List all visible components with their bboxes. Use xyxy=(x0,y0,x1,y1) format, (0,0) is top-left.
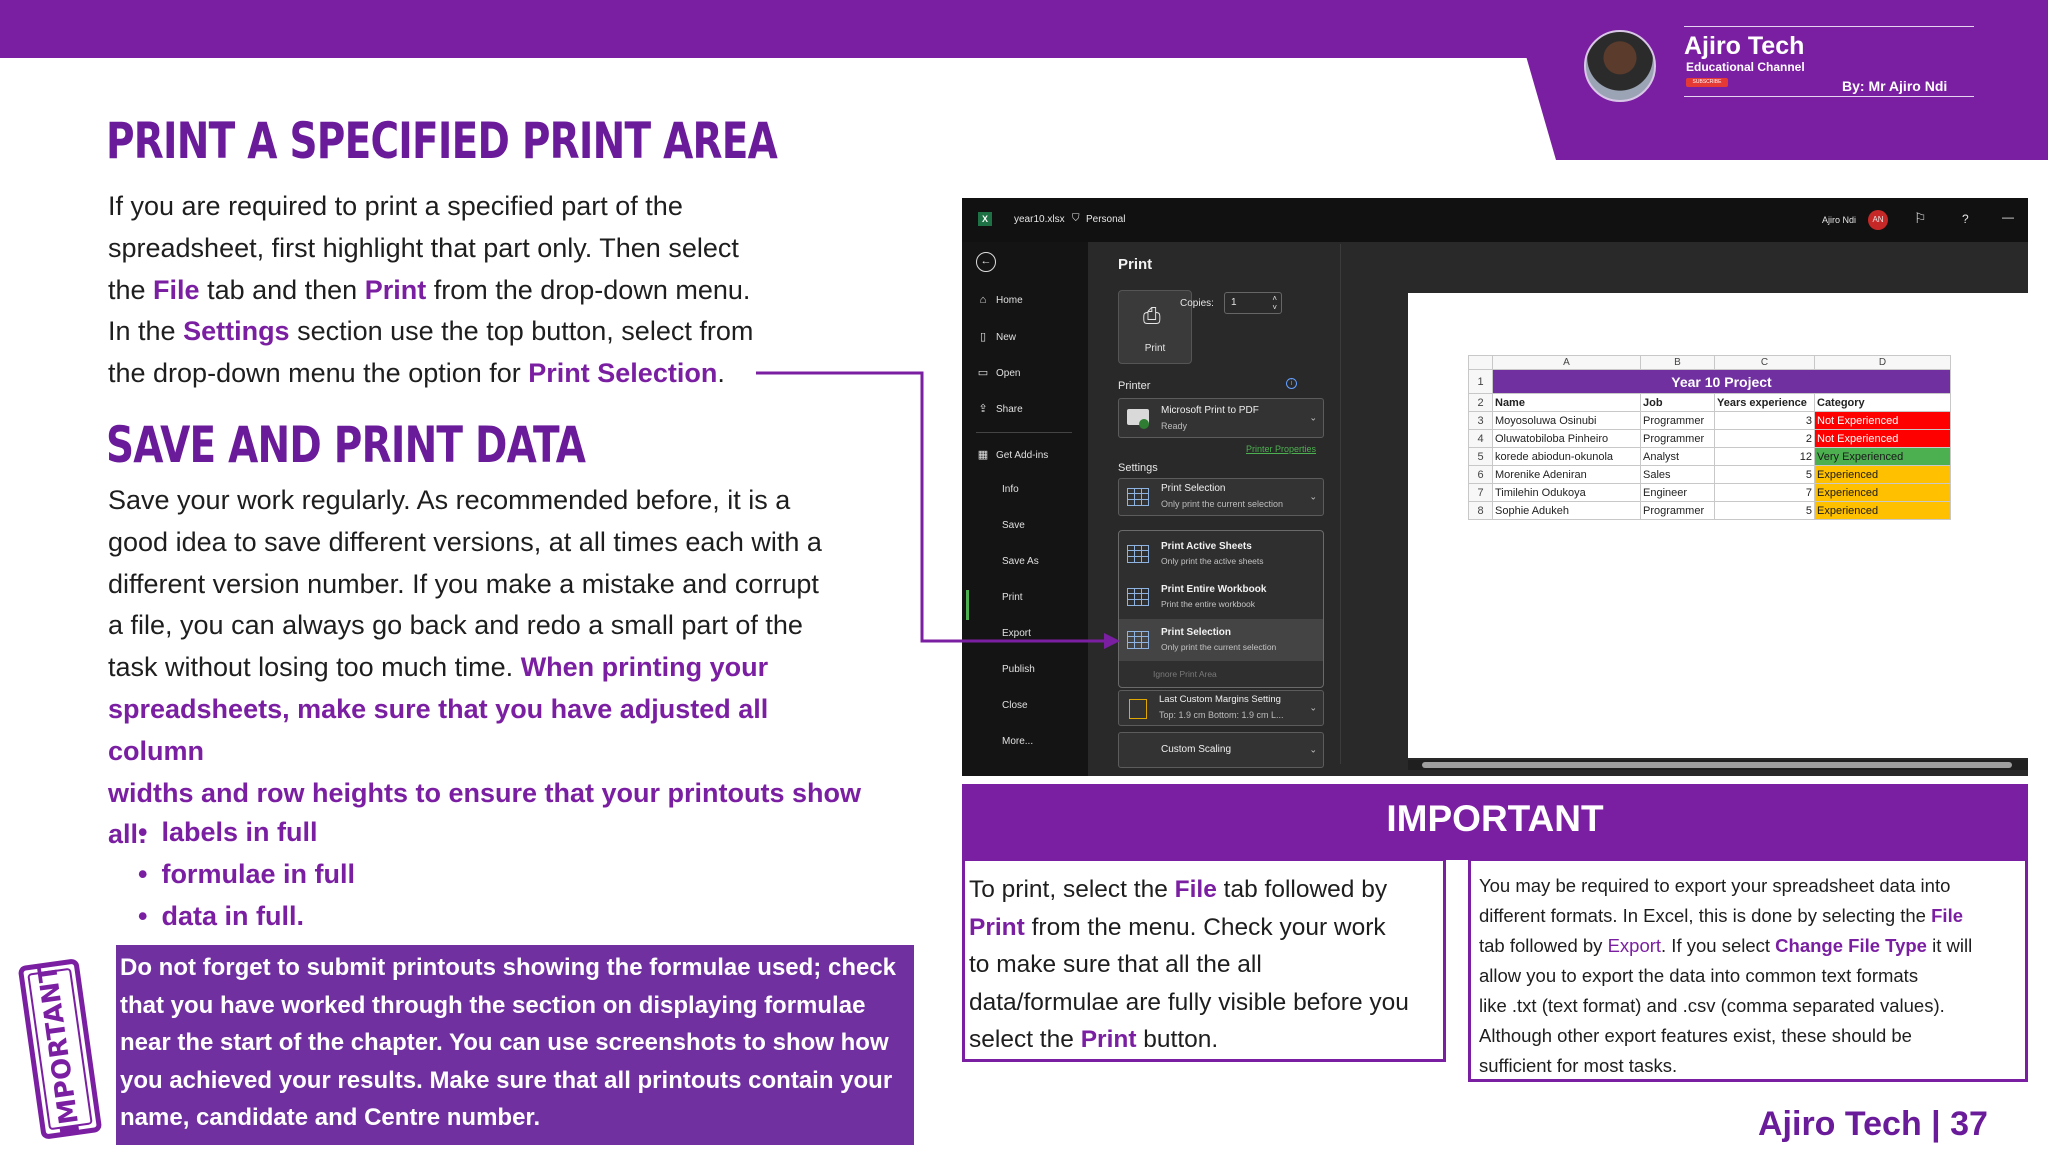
share-icon: ⇪ xyxy=(978,403,988,415)
highlight-print: Print xyxy=(1080,1026,1137,1053)
text-line: name, candidate and Centre number. xyxy=(120,1104,541,1131)
setting-title: Print Selection xyxy=(1161,483,1226,494)
table-row xyxy=(1469,394,1951,412)
text-line xyxy=(1479,901,2017,931)
text-line: a file, you can always go back and redo a small part of the xyxy=(108,610,803,641)
text-line: like .txt (text format) and .csv (comma separated values). xyxy=(1479,995,1945,1016)
presenter-avatar xyxy=(1584,30,1656,102)
page-footer: Ajiro Tech | 37 xyxy=(1758,1105,1988,1143)
text-line xyxy=(1479,931,2017,961)
row-header: 5 xyxy=(1469,448,1493,466)
name-cell: Moyosoluwa Osinubi xyxy=(1493,412,1641,430)
nav-item-save-as[interactable]: Save As xyxy=(1002,556,1039,567)
text-line: allow you to export the data into common text formats xyxy=(1479,965,1919,986)
menu-item-print-active-sheets[interactable] xyxy=(1119,533,1323,575)
text-run: select the xyxy=(969,1026,1081,1053)
name-cell: Sophie Adukeh xyxy=(1493,502,1641,520)
text-line: to make sure that all the all xyxy=(969,951,1262,978)
nav-item-export[interactable]: Export xyxy=(1002,628,1031,639)
brand-subtitle: Educational Channel xyxy=(1686,60,1805,74)
text-line xyxy=(108,311,788,353)
folder-icon: ▭ xyxy=(977,367,989,379)
home-icon: ⌂ xyxy=(979,294,987,306)
years-cell: 2 xyxy=(1715,430,1815,448)
text-run: In the xyxy=(108,316,184,347)
table-row xyxy=(1469,448,1951,466)
sensitivity-label: Personal xyxy=(1086,214,1126,225)
help-button[interactable]: ? xyxy=(1962,212,1969,226)
years-cell: 7 xyxy=(1715,484,1815,502)
text-line: If you are required to print a specified part of the xyxy=(108,191,683,221)
corner-cell xyxy=(1469,356,1493,370)
nav-label: New xyxy=(996,332,1017,343)
spinner-icon[interactable]: ˄ ˅ xyxy=(1272,294,1277,312)
list-item: • labels in full xyxy=(138,812,355,854)
menu-item-print-entire-workbook[interactable] xyxy=(1119,576,1323,618)
highlight-file: File xyxy=(1174,876,1217,903)
print-area-paragraph xyxy=(108,186,788,395)
settings-label: Settings xyxy=(1118,462,1158,474)
section-heading-print-area: PRINT A SPECIFIED PRINT AREA xyxy=(106,112,778,170)
nav-item-open[interactable] xyxy=(976,366,1020,379)
row-header: 4 xyxy=(1469,430,1493,448)
text-line: that you have worked through the section on displaying formulae xyxy=(120,991,866,1019)
selection-grid-icon xyxy=(1127,488,1149,506)
nav-item-new[interactable] xyxy=(976,330,1016,343)
important-stamp-icon xyxy=(10,958,110,1140)
requirements-list xyxy=(138,812,355,937)
excel-print-screenshot xyxy=(962,198,2028,776)
info-icon[interactable]: i xyxy=(1286,378,1297,389)
job-cell: Programmer xyxy=(1641,430,1715,448)
header-cell: Years experience xyxy=(1715,394,1815,412)
excel-logo-icon: X xyxy=(978,212,992,226)
nav-item-print[interactable]: Print xyxy=(1002,592,1023,603)
text-run: from the drop-down menu. xyxy=(426,274,751,305)
table-row xyxy=(1469,502,1951,520)
column-header-row xyxy=(1469,356,1951,370)
text-line: Do not forget to submit printouts showing the formulae used; check xyxy=(120,954,897,981)
table-row xyxy=(1469,466,1951,484)
back-arrow-icon[interactable]: ← xyxy=(976,252,996,272)
preview-scrollbar-thumb[interactable] xyxy=(1422,762,2012,768)
text-line: Although other export features exist, these should be xyxy=(1479,1025,1912,1046)
nav-label: Open xyxy=(996,368,1021,379)
name-cell: korede abiodun-okunola xyxy=(1493,448,1641,466)
category-cell: Very Experienced xyxy=(1815,448,1951,466)
highlight-print: Print xyxy=(364,274,427,305)
job-cell: Sales xyxy=(1641,466,1715,484)
text-line-emphasis: spreadsheets, make sure that you have adjusted all column xyxy=(108,693,769,766)
menu-item-desc: Only print the current selection xyxy=(1161,642,1277,652)
ignore-print-area-option[interactable]: Ignore Print Area xyxy=(1153,669,1217,679)
text-line-emphasis: all: xyxy=(108,819,148,850)
print-title: Print xyxy=(1118,256,1153,273)
text-line: Save your work regularly. As recommended before, it is a xyxy=(108,485,791,515)
category-cell: Experienced xyxy=(1815,484,1951,502)
row-header: 8 xyxy=(1469,502,1493,520)
pane-divider xyxy=(1340,244,1341,764)
nav-item-info[interactable]: Info xyxy=(1002,484,1019,495)
printer-icon: ⎙ xyxy=(1143,303,1161,328)
text-line xyxy=(108,270,788,312)
brand-divider xyxy=(1684,26,1974,27)
nav-item-close[interactable]: Close xyxy=(1002,700,1028,711)
row-header: 3 xyxy=(1469,412,1493,430)
name-cell: Morenike Adeniran xyxy=(1493,466,1641,484)
user-avatar[interactable]: AN xyxy=(1868,210,1888,230)
backstage-nav xyxy=(962,242,1088,776)
menu-item-title: Print Selection xyxy=(1161,627,1232,638)
column-header: D xyxy=(1815,356,1951,370)
text-line: sufficient for most tasks. xyxy=(1479,1055,1678,1076)
print-what-dropdown[interactable] xyxy=(1118,478,1324,516)
menu-item-title: Print Active Sheets xyxy=(1161,541,1252,552)
brand-byline: By: Mr Ajiro Ndi xyxy=(1842,78,1948,94)
highlight-print-selection: Print Selection xyxy=(528,358,718,389)
row-header: 1 xyxy=(1469,370,1493,394)
header-cell: Name xyxy=(1493,394,1641,412)
excel-titlebar xyxy=(962,198,2028,242)
name-cell: Oluwatobiloba Pinheiro xyxy=(1493,430,1641,448)
text-run: tab followed by xyxy=(1216,876,1388,903)
menu-item-title: Print Entire Workbook xyxy=(1161,584,1267,595)
column-header: B xyxy=(1641,356,1715,370)
text-line: You may be required to export your spreadsheet data into xyxy=(1479,875,1951,896)
text-run: button. xyxy=(1136,1026,1219,1053)
printer-properties-link[interactable]: Printer Properties xyxy=(1246,444,1317,454)
nav-item-save[interactable]: Save xyxy=(1002,520,1025,531)
print-what-menu xyxy=(1118,530,1324,688)
minimize-button[interactable]: — xyxy=(2002,210,2014,224)
nav-item-share[interactable] xyxy=(976,402,1023,415)
sheet-title-cell: Year 10 Project xyxy=(1493,370,1951,394)
print-button-label: Print xyxy=(1144,343,1166,354)
text-run: from the menu. Check your work xyxy=(1024,913,1386,941)
setting-desc: Only print the current selection xyxy=(1161,499,1284,509)
nav-item-home[interactable] xyxy=(976,294,1023,306)
text-run: section use the top button, select from xyxy=(289,316,754,347)
scaling-label: Custom Scaling xyxy=(1161,744,1232,755)
years-cell: 5 xyxy=(1715,466,1815,484)
row-header: 7 xyxy=(1469,484,1493,502)
stamp-text: IMPORTANT xyxy=(32,962,87,1136)
table-row xyxy=(1469,370,1951,394)
text-line-emphasis: widths and row heights to ensure that your printouts show xyxy=(108,777,862,808)
column-header: C xyxy=(1715,356,1815,370)
chevron-down-icon: ⌄ xyxy=(1309,412,1317,423)
new-file-icon: ▯ xyxy=(979,331,987,343)
scaling-dropdown[interactable] xyxy=(1118,732,1324,768)
column-header: A xyxy=(1493,356,1641,370)
workbook-icon xyxy=(1127,588,1149,606)
section-heading-save-print: SAVE AND PRINT DATA xyxy=(106,416,586,474)
job-cell: Programmer xyxy=(1641,412,1715,430)
header-cell: Job xyxy=(1641,394,1715,412)
printer-status: Ready xyxy=(1161,421,1188,431)
print-preview xyxy=(1408,293,2028,758)
text-run: the xyxy=(108,274,154,305)
table-row xyxy=(1469,412,1951,430)
nav-item-get-add-ins[interactable] xyxy=(976,448,1048,461)
brand-divider-bottom xyxy=(1684,96,1974,97)
nav-selected-indicator xyxy=(966,590,969,620)
brand-name: Ajiro Tech xyxy=(1684,32,1805,60)
feedback-icon[interactable]: ⚐ xyxy=(1914,210,1927,226)
text-line xyxy=(108,353,788,395)
text-run: it will xyxy=(1926,935,1973,956)
file-name: year10.xlsx xyxy=(1014,214,1065,225)
text-line xyxy=(969,909,1437,947)
text-run: . If you select xyxy=(1661,935,1776,956)
user-name: Ajiro Ndi xyxy=(1822,215,1857,225)
chevron-down-icon: ⌄ xyxy=(1309,491,1317,502)
nav-divider xyxy=(976,432,1072,433)
highlight-change-file-type: Change File Type xyxy=(1775,935,1927,956)
text-run: task without losing too much time. xyxy=(108,652,521,683)
add-ins-icon: ▦ xyxy=(977,449,989,461)
text-run-emphasis: When printing your xyxy=(520,652,769,683)
chevron-down-icon: ⌄ xyxy=(1309,744,1317,755)
text-line xyxy=(969,871,1437,909)
highlight-export: Export xyxy=(1607,935,1662,956)
preview-scrollbar-track xyxy=(1408,760,2028,770)
text-line: data/formulae are fully visible before you xyxy=(969,988,1409,1016)
text-run: the drop-down menu the option for xyxy=(108,358,529,389)
years-cell: 12 xyxy=(1715,448,1815,466)
printer-dropdown[interactable] xyxy=(1118,398,1324,438)
header-cell: Category xyxy=(1815,394,1951,412)
menu-item-print-selection[interactable] xyxy=(1119,619,1323,661)
printer-name: Microsoft Print to PDF xyxy=(1161,405,1259,416)
selection-grid-icon xyxy=(1127,631,1149,649)
row-header: 6 xyxy=(1469,466,1493,484)
important-header: IMPORTANT xyxy=(962,784,2028,860)
highlight-file: File xyxy=(153,274,200,305)
name-cell: Timilehin Odukoya xyxy=(1493,484,1641,502)
nav-label: Get Add-ins xyxy=(996,450,1049,461)
highlight-print: Print xyxy=(969,913,1025,941)
text-run: tab and then xyxy=(199,274,365,305)
text-line: near the start of the chapter. You can use screenshots to show how xyxy=(120,1029,889,1056)
text-line: you achieved your results. Make sure that all printouts contain your xyxy=(120,1066,893,1094)
list-item: • data in full. xyxy=(138,896,355,938)
brand-block xyxy=(1584,26,1974,106)
text-run: tab followed by xyxy=(1479,935,1608,956)
years-cell: 3 xyxy=(1715,412,1815,430)
category-cell: Not Experienced xyxy=(1815,412,1951,430)
menu-item-desc: Print the entire workbook xyxy=(1161,599,1256,609)
text-line: good idea to save different versions, at all times each with a xyxy=(108,526,822,557)
copies-value: 1 xyxy=(1231,297,1237,308)
nav-label: Home xyxy=(996,295,1023,306)
table-row xyxy=(1469,430,1951,448)
important-export-box xyxy=(1468,858,2028,1082)
table-row xyxy=(1469,484,1951,502)
margins-dropdown[interactable] xyxy=(1118,690,1324,726)
preview-sheet xyxy=(1468,355,1951,520)
nav-item-more[interactable]: More... xyxy=(1002,736,1034,747)
years-cell: 5 xyxy=(1715,502,1815,520)
shield-icon: ⛉ xyxy=(1072,213,1080,224)
margins-desc: Top: 1.9 cm Bottom: 1.9 cm L... xyxy=(1159,710,1284,720)
copies-label: Copies: xyxy=(1180,298,1214,309)
text-line xyxy=(108,647,868,689)
category-cell: Experienced xyxy=(1815,466,1951,484)
active-sheets-icon xyxy=(1127,545,1149,563)
text-run: . xyxy=(717,358,725,389)
save-print-paragraph xyxy=(108,480,868,856)
job-cell: Engineer xyxy=(1641,484,1715,502)
nav-label: Share xyxy=(996,404,1023,415)
text-run: To print, select the xyxy=(969,876,1175,903)
job-cell: Analyst xyxy=(1641,448,1715,466)
subscribe-button[interactable]: SUBSCRIBE xyxy=(1686,78,1728,87)
margins-icon xyxy=(1129,699,1147,719)
highlight-file: File xyxy=(1931,905,1963,926)
chevron-down-icon: ⌄ xyxy=(1309,702,1317,713)
copies-input[interactable] xyxy=(1224,292,1282,314)
text-line: different version number. If you make a mistake and corrupt xyxy=(108,568,819,599)
important-print-box xyxy=(962,858,1446,1062)
highlight-settings: Settings xyxy=(183,316,290,347)
menu-item-desc: Only print the active sheets xyxy=(1161,556,1264,566)
nav-item-publish[interactable]: Publish xyxy=(1002,664,1035,675)
text-line xyxy=(969,1021,1437,1059)
margins-title: Last Custom Margins Setting xyxy=(1159,694,1281,705)
text-run: different formats. In Excel, this is done by selecting the xyxy=(1479,905,1932,926)
ready-check-icon xyxy=(1139,419,1149,429)
row-header: 2 xyxy=(1469,394,1493,412)
list-item: • formulae in full xyxy=(138,854,355,896)
printer-label: Printer xyxy=(1118,380,1151,392)
category-cell: Experienced xyxy=(1815,502,1951,520)
text-line: spreadsheet, first highlight that part only. Then select xyxy=(108,232,739,263)
category-cell: Not Experienced xyxy=(1815,430,1951,448)
job-cell: Programmer xyxy=(1641,502,1715,520)
formulae-note-box xyxy=(116,945,914,1145)
